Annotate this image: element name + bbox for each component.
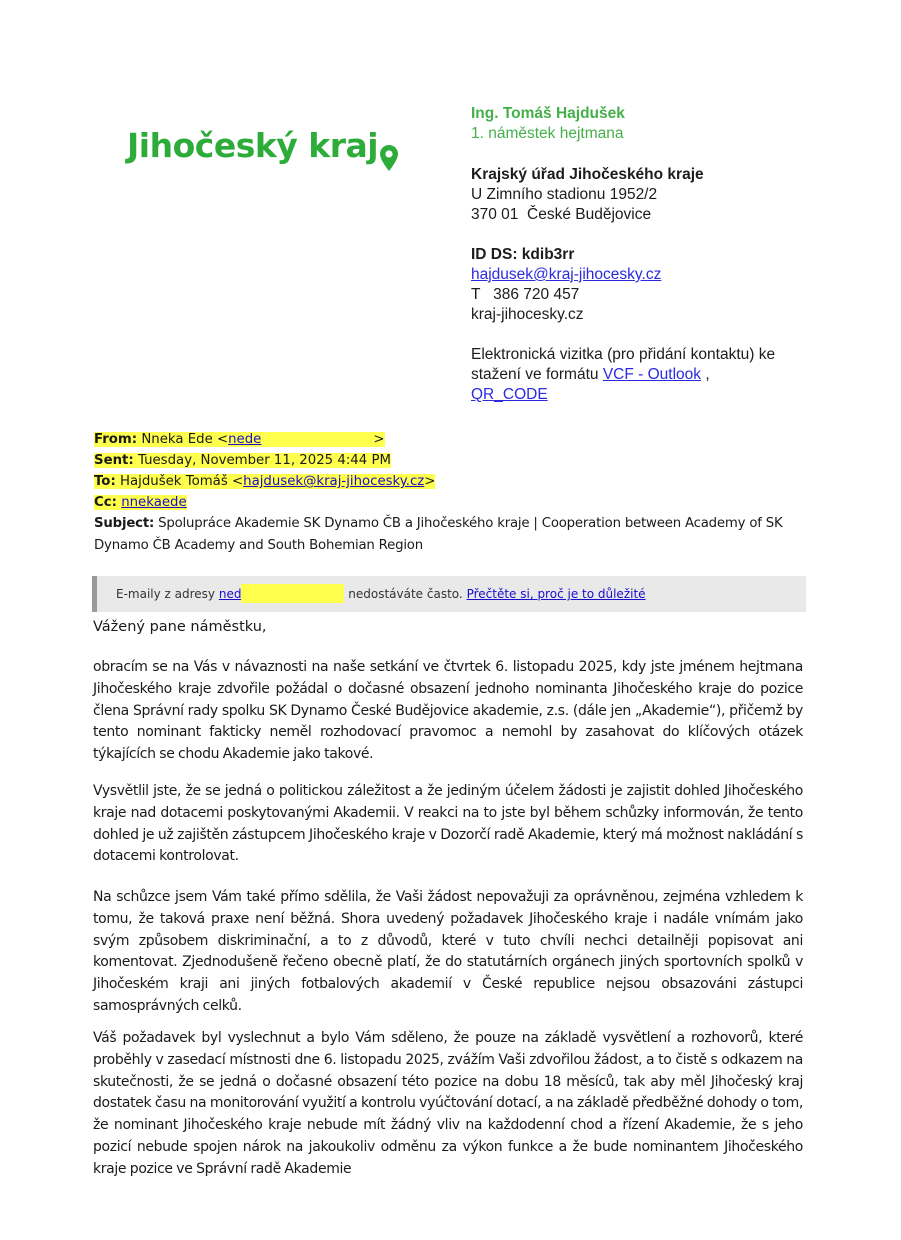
- banner-prefix: E-maily z adresy: [116, 587, 219, 601]
- body-paragraph: Váš požadavek byl vyslechnut a bylo Vám sděleno, že pouze na základě vysvětlení a rozhovorů, které proběhly v zasedací místnosti dne 6. listopadu 2025, zvážím Vaši zdvořilou žádost, a to čistě s odkazem na skutečnosti, že se jedná o dočasné obsazení této pozice na dobu 18 měsíců, tak aby měl Jihočeský kraj dostatek času na monitorování využití a kontrolu vyúčtování dotací, a na základě předběžné dohody o tom, že nominant Jihočeského kraje nebude mít žádný vliv na každodenní chod a řízení Akademie, že s jeho pozicí nebude spojen nárok na jakoukoliv odměnu za výkon funkce a že bude nominantem Jihočeského kraje pozice ve Správní radě Akademie: [93, 1030, 803, 1177]
- signature-vcard-text: [471, 345, 775, 405]
- banner-sender-link[interactable]: ned: [218, 587, 242, 601]
- body-paragraph: Na schůzce jsem Vám také přímo sdělila, že Vaši žádost nepovažuji za oprávněnou, zejména vzhledem k tomu, že taková praxe není běžná. Shora uvedený požadavek Jihočeského kraje i nadále vnímám jako svým způsobem diskriminační, a to z důvodů, které v tuto chvíli nechci detailněji popisovat ani komentovat. Zjednodušeně řečeno obecně platí, že do statutárních orgánech jiných sportovních spolků v Jihočeském kraji ani jiných fotbalových akademií v České republice nejsou obsazováni zástupci samosprávných celků.: [93, 889, 803, 1014]
- cc-row: [94, 492, 435, 513]
- to-label: To:: [94, 474, 116, 489]
- cc-email-link[interactable]: nnekaede: [121, 495, 187, 510]
- from-close: >: [373, 432, 385, 447]
- signature-email-link[interactable]: hajdusek@kraj-jihocesky.cz: [471, 266, 662, 283]
- map-pin-icon: [380, 145, 398, 171]
- from-label: From:: [94, 432, 138, 447]
- signature-organization: Krajský úřad Jihočeského kraje: [471, 166, 704, 183]
- signature-address-line1: U Zimního stadionu 1952/2: [471, 186, 658, 203]
- signature-id-ds: ID DS: kdib3rr: [471, 246, 575, 263]
- vcard-text-line2: [471, 365, 775, 385]
- subject-row: [94, 513, 814, 557]
- vcard-text-line1: Elektronická vizitka (pro přidání kontaktu) ke: [471, 346, 776, 363]
- cc-label: Cc:: [94, 495, 117, 510]
- sent-row: [94, 450, 435, 471]
- sent-label: Sent:: [94, 453, 134, 468]
- from-email-link[interactable]: nede: [228, 432, 262, 447]
- to-name: Hajdušek Tomáš <: [115, 474, 244, 489]
- vcf-outlook-link[interactable]: VCF - Outlook: [602, 366, 702, 383]
- signature-block: [471, 104, 775, 405]
- signature-role: 1. náměstek hejtmana: [471, 125, 624, 142]
- signature-website: kraj-jihocesky.cz: [471, 306, 584, 323]
- subject-label: Subject:: [94, 516, 155, 531]
- body-paragraph: Vysvětlil jste, že se jedná o politickou záležitost a že jediným účelem žádosti je zajistit dohled Jihočeského kraje nad dotacemi poskytovanými Akademii. V reakci na to jste byl během schůzky informován, že tento dohled je už zajištěn zástupcem Jihočeského kraje v Dozorčí radě Akademie, který má možnost nakládání s dotacemi kontrolovat.: [93, 783, 803, 865]
- vcard-text-prefix: stažení ve formátu: [471, 366, 603, 383]
- to-row: [94, 471, 435, 492]
- logo-text: Jihočeský kraj: [127, 126, 379, 165]
- redacted-area: [241, 584, 344, 603]
- sent-value: Tuesday, November 11, 2025 4:44 PM: [133, 453, 391, 468]
- email-header: [94, 429, 435, 513]
- body-paragraph: obracím se na Vás v návaznosti na naše setkání ve čtvrtek 6. listopadu 2025, kdy jste jménem hejtmana Jihočeského kraje zdvořile požádal o dočasné obsazení jednoho nominanta Jihočeského kraje do pozice člena Správní rady spolku SK Dynamo České Budějovice akademie, z.s. (dále jen „Akademie“), přičemž by tento nominant fakticky neměl rozhodovací pravomoc a nemohl by zasahovat do klíčových otázek týkajících se chodu Akademie jako takové.: [93, 659, 803, 763]
- organization-logo: [127, 126, 398, 171]
- from-name: Nneka Ede <: [137, 432, 229, 447]
- to-close: >: [424, 474, 436, 489]
- subject-value: Spolupráce Akademie SK Dynamo ČB a Jihočeského kraje | Cooperation between Academy of SK Dynamo ČB Academy and South Bohemian Region: [94, 516, 783, 553]
- greeting: Vážený pane náměstku,: [93, 619, 267, 635]
- signature-name: Ing. Tomáš Hajdušek: [471, 105, 625, 122]
- signature-phone: T 386 720 457: [471, 286, 580, 303]
- signature-address-line2: 370 01 České Budějovice: [471, 206, 652, 223]
- from-row: [94, 429, 435, 450]
- banner-suffix: nedostáváte často.: [344, 587, 467, 601]
- to-email-link[interactable]: hajdusek@kraj-jihocesky.cz: [243, 474, 425, 489]
- qr-code-link[interactable]: QR_CODE: [471, 386, 548, 403]
- learn-why-important-link[interactable]: Přečtěte si, proč je to důležité: [466, 587, 646, 601]
- vcard-separator: ,: [701, 366, 710, 383]
- sender-notice-banner: [92, 576, 806, 612]
